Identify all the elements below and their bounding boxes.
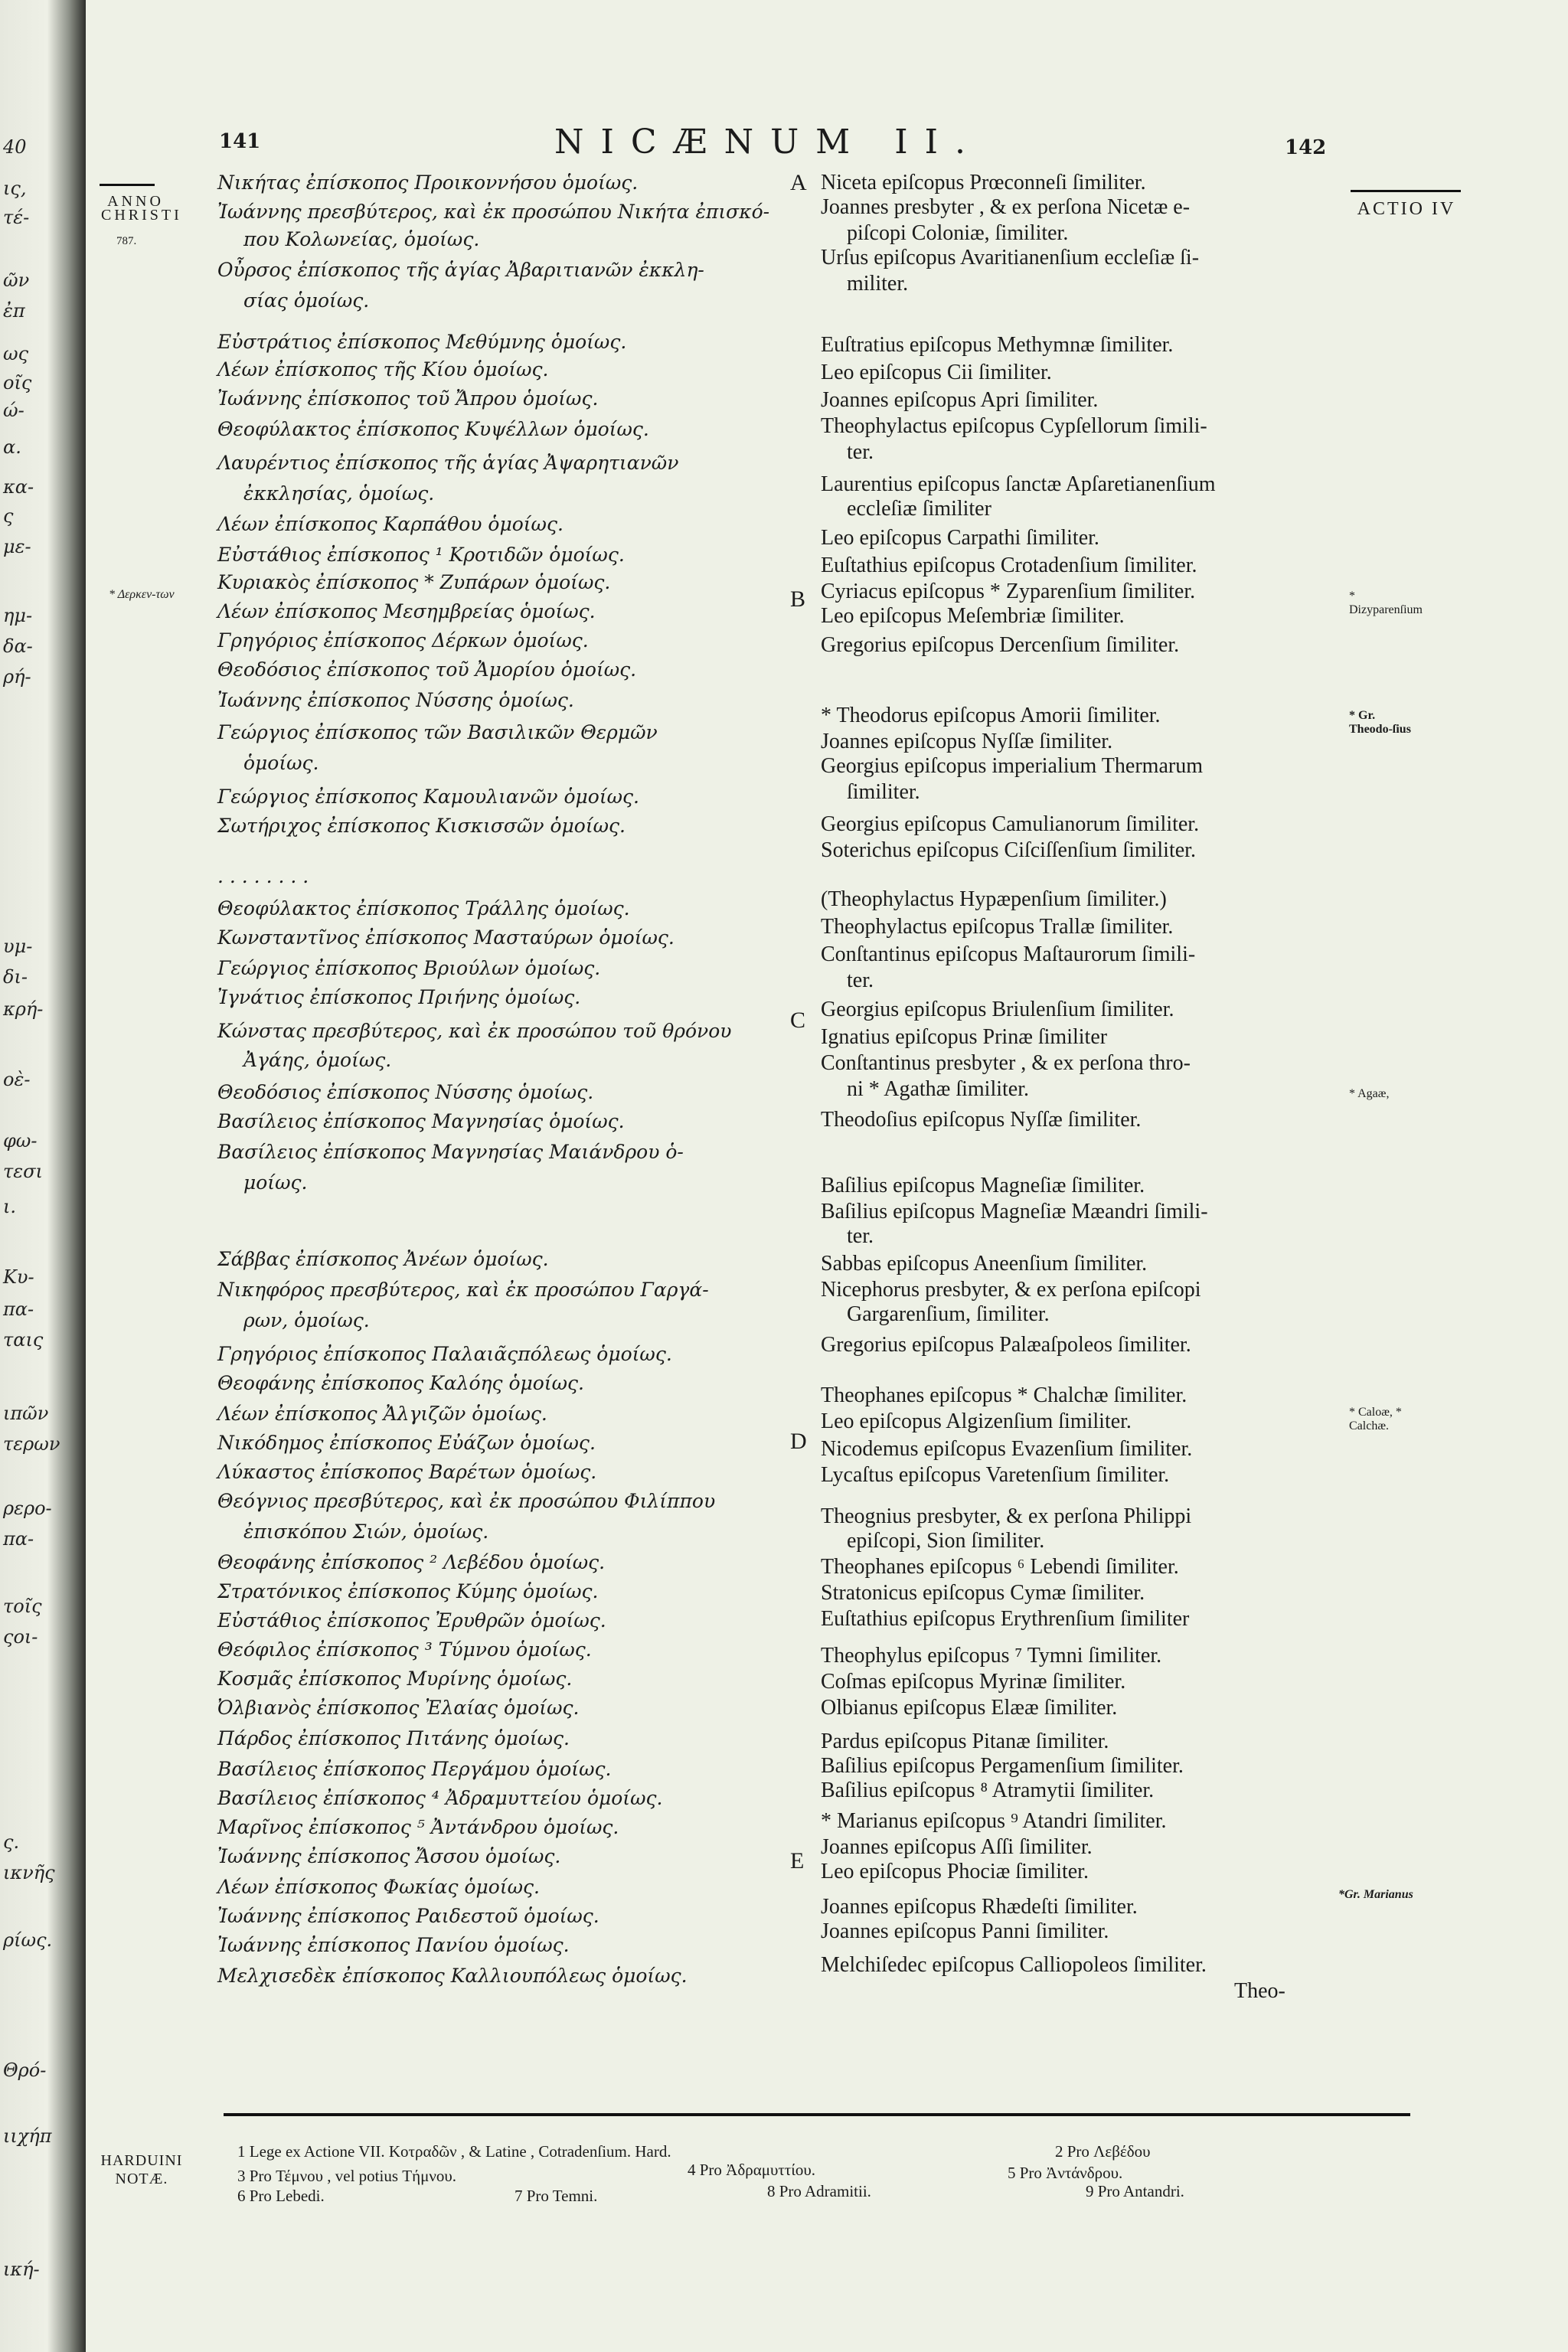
footnote-rule bbox=[224, 2113, 1410, 2116]
latin-line: Theophylactus epiſcopus Cypſellorum ſimili- bbox=[821, 414, 1207, 438]
latin-line: Sabbas epiſcopus Aneenſium ſimiliter. bbox=[821, 1252, 1148, 1276]
greek-line: Λέων ἐπίσκοπος τῆς Κίου ὁμοίως. bbox=[217, 358, 549, 381]
latin-line: Georgius epiſcopus Camulianorum ſimiliter. bbox=[821, 812, 1200, 836]
greek-line: Εὐστάθιος ἐπίσκοπος Ἐρυθρῶν ὁμοίως. bbox=[217, 1609, 606, 1632]
gutter-text: πα- bbox=[3, 1298, 34, 1320]
latin-line: Melchiſedec epiſcopus Calliopoleos ſimiliter. bbox=[821, 1953, 1207, 1977]
latin-line: Joannes presbyter , & ex perſona Nicetæ e- bbox=[821, 195, 1191, 219]
greek-line: που Κολωνείας, ὁμοίως. bbox=[243, 228, 480, 250]
gutter-text: ική- bbox=[3, 2259, 40, 2280]
section-letter: D bbox=[790, 1429, 807, 1454]
greek-line: Ἰωάννης ἐπίσκοπος τοῦ Ἄπρου ὁμοίως. bbox=[217, 387, 599, 410]
greek-line: Σάββας ἐπίσκοπος Ἀνέων ὁμοίως. bbox=[217, 1248, 549, 1270]
latin-line: ni * Agathæ ſimiliter. bbox=[847, 1077, 1029, 1101]
latin-line: Joannes epiſcopus Rhædeſti ſimiliter. bbox=[821, 1895, 1138, 1919]
latin-line: * Marianus epiſcopus ⁹ Atandri ſimiliter. bbox=[821, 1809, 1167, 1833]
greek-line: Νικόδημος ἐπίσκοπος Εὐάζων ὁμοίως. bbox=[217, 1432, 596, 1454]
margin-note: *Gr. Marianus bbox=[1338, 1888, 1413, 1901]
latin-line: Euſtathius epiſcopus Crotadenſium ſimiliter. bbox=[821, 554, 1197, 577]
greek-line: Ἰωάννης ἐπίσκοπος Νύσσης ὁμοίως. bbox=[217, 689, 574, 711]
greek-line: Θεοφάνης ἐπίσκοπος Καλόης ὁμοίως. bbox=[217, 1372, 584, 1394]
gutter-text: ἐπ bbox=[3, 300, 25, 322]
gutter-text: ως bbox=[3, 343, 29, 364]
greek-line: μοίως. bbox=[243, 1171, 308, 1194]
greek-line: Βασίλειος ἐπίσκοπος Μαγνησίας ὁμοίως. bbox=[217, 1110, 625, 1132]
margin-note: * Caloæ, * Calchæ. bbox=[1349, 1406, 1402, 1432]
greek-line: Γεώργιος ἐπίσκοπος Καμουλιανῶν ὁμοίως. bbox=[217, 786, 639, 808]
greek-line: Γεώργιος ἐπίσκοπος Βριούλων ὁμοίως. bbox=[217, 957, 601, 979]
section-letter: E bbox=[790, 1848, 805, 1873]
footnote: 4 Pro Ἀδραμυττίου. bbox=[688, 2161, 816, 2179]
latin-line: Gregorius epiſcopus Palæaſpoleos ſimiliter. bbox=[821, 1333, 1191, 1357]
greek-line: Θεοδόσιος ἐπίσκοπος Νύσσης ὁμοίως. bbox=[217, 1081, 594, 1103]
latin-line: Conſtantinus epiſcopus Maſtaurorum ſimili- bbox=[821, 942, 1196, 966]
latin-line: Conſtantinus presbyter , & ex perſona thro- bbox=[821, 1051, 1191, 1075]
gutter-text: ιπῶν bbox=[3, 1403, 49, 1424]
footnote: 2 Pro Λεβέδου bbox=[1055, 2142, 1151, 2161]
greek-line: Θεόφιλος ἐπίσκοπος ³ Τύμνου ὁμοίως. bbox=[217, 1638, 592, 1661]
latin-line: Leo epiſcopus Phociæ ſimiliter. bbox=[821, 1860, 1089, 1883]
latin-line: Theophylactus epiſcopus Trallæ ſimiliter. bbox=[821, 915, 1174, 939]
gutter-text: δα- bbox=[3, 635, 33, 657]
greek-line: Γρηγόριος ἐπίσκοπος Παλαιᾶςπόλεως ὁμοίως. bbox=[217, 1343, 672, 1365]
greek-line: ἐκκλησίας, ὁμοίως. bbox=[243, 482, 435, 505]
greek-line: Λέων ἐπίσκοπος Φωκίας ὁμοίως. bbox=[217, 1876, 540, 1898]
latin-line: Joannes epiſcopus Apri ſimiliter. bbox=[821, 388, 1099, 412]
greek-line: Λέων ἐπίσκοπος Καρπάθου ὁμοίως. bbox=[217, 513, 564, 535]
anno-christi-note: ANNO CHRISTI bbox=[101, 193, 182, 224]
latin-line: Cyriacus epiſcopus * Zyparenſium ſimiliter. bbox=[821, 580, 1196, 603]
greek-line: Ἰωάννης ἐπίσκοπος Ραιδεστοῦ ὁμοίως. bbox=[217, 1905, 599, 1927]
greek-line: Κυριακὸς ἐπίσκοπος * Ζυπάρων ὁμοίως. bbox=[217, 571, 611, 593]
greek-line: ὁμοίως. bbox=[243, 752, 319, 774]
gutter-text: ώ- bbox=[3, 400, 24, 421]
greek-line: Ἰωάννης ἐπίσκοπος Ἄσσου ὁμοίως. bbox=[217, 1845, 561, 1867]
gutter-text: ςοι- bbox=[3, 1626, 38, 1648]
greek-line: Νικήτας ἐπίσκοπος Προικοννήσου ὁμοίως. bbox=[217, 172, 639, 194]
latin-line: piſcopi Coloniæ, ſimiliter. bbox=[847, 221, 1069, 245]
greek-line: Θεοφάνης ἐπίσκοπος ² Λεβέδου ὁμοίως. bbox=[217, 1551, 606, 1573]
gutter-text: Κυ- bbox=[3, 1266, 34, 1288]
latin-line: Leo epiſcopus Meſembriæ ſimiliter. bbox=[821, 604, 1125, 628]
greek-line: Κωνσταντῖνος ἐπίσκοπος Μασταύρων ὁμοίως. bbox=[217, 926, 675, 949]
latin-line: Georgius epiſcopus imperialium Thermarum bbox=[821, 754, 1203, 778]
greek-line: Ἰωάννης πρεσβύτερος, καὶ ἐκ προσώπου Νικήτα ἐπισκό- bbox=[217, 201, 770, 223]
latin-line: Baſilius epiſcopus Magneſiæ Mæandri ſimili- bbox=[821, 1200, 1208, 1223]
margin-rule-right bbox=[1351, 190, 1461, 192]
greek-line: Θεοδόσιος ἐπίσκοπος τοῦ Ἀμορίου ὁμοίως. bbox=[217, 658, 637, 681]
latin-line: Lycaſtus epiſcopus Varetenſium ſimiliter. bbox=[821, 1463, 1170, 1487]
gutter-text: ημ- bbox=[3, 605, 33, 626]
book-page bbox=[86, 0, 1568, 2352]
latin-line: ter. bbox=[847, 969, 874, 992]
section-letter: B bbox=[790, 586, 806, 612]
latin-line: Nicephorus presbyter, & ex perſona epiſcopi bbox=[821, 1278, 1201, 1302]
latin-line: Georgius epiſcopus Briulenſium ſimiliter. bbox=[821, 998, 1174, 1021]
latin-line: * Theodorus epiſcopus Amorii ſimiliter. bbox=[821, 704, 1161, 727]
gutter-text: τοῖς bbox=[3, 1596, 42, 1617]
latin-line: ſimiliter. bbox=[847, 780, 920, 804]
greek-line: Πάρδος ἐπίσκοπος Πιτάνης ὁμοίως. bbox=[217, 1727, 570, 1749]
greek-line: Βασίλειος ἐπίσκοπος Περγάμου ὁμοίως. bbox=[217, 1758, 612, 1780]
latin-line: Baſilius epiſcopus Magneſiæ ſimiliter. bbox=[821, 1174, 1145, 1197]
greek-line: Θεοφύλακτος ἐπίσκοπος Τράλλης ὁμοίως. bbox=[217, 897, 630, 920]
gutter-text: δι- bbox=[3, 966, 28, 988]
gutter-text: ικνῆς bbox=[3, 1862, 55, 1883]
gutter-text: α. bbox=[3, 436, 21, 458]
gutter-text: ς bbox=[3, 505, 14, 527]
latin-line: Nicodemus epiſcopus Evazenſium ſimiliter. bbox=[821, 1437, 1193, 1461]
latin-line: Gregorius epiſcopus Dercenſium ſimiliter. bbox=[821, 633, 1180, 657]
greek-line: Ὀλβιανὸς ἐπίσκοπος Ἐλαίας ὁμοίως. bbox=[217, 1697, 580, 1719]
latin-line: Stratonicus epiſcopus Cymæ ſimiliter. bbox=[821, 1581, 1145, 1605]
greek-line: Θεοφύλακτος ἐπίσκοπος Κυψέλλων ὁμοίως. bbox=[217, 418, 649, 440]
latin-line: Theophanes epiſcopus ⁶ Lebendi ſimiliter. bbox=[821, 1555, 1179, 1579]
latin-line: Soterichus epiſcopus Ciſciſſenſium ſimiliter. bbox=[821, 838, 1196, 862]
latin-line: Leo epiſcopus Cii ſimiliter. bbox=[821, 361, 1052, 384]
latin-line: Pardus epiſcopus Pitanæ ſimiliter. bbox=[821, 1730, 1109, 1753]
latin-line: ter. bbox=[847, 440, 874, 464]
margin-note: * Gr. Theodo-ſius bbox=[1349, 709, 1411, 736]
footnote: 6 Pro Lebedi. bbox=[237, 2187, 325, 2205]
gutter-text: με- bbox=[3, 536, 31, 557]
latin-line: Olbianus epiſcopus Elææ ſimiliter. bbox=[821, 1696, 1118, 1720]
latin-line: Theodoſius epiſcopus Nyſſæ ſimiliter. bbox=[821, 1108, 1142, 1132]
greek-line: Μελχισεδὲκ ἐπίσκοπος Καλλιουπόλεως ὁμοίως. bbox=[217, 1965, 688, 1987]
latin-line: (Theophylactus Hypæpenſium ſimiliter.) bbox=[821, 887, 1167, 911]
gutter-text: πα- bbox=[3, 1528, 34, 1550]
gutter-text: ι. bbox=[3, 1196, 17, 1217]
greek-line: Κοσμᾶς ἐπίσκοπος Μυρίνης ὁμοίως. bbox=[217, 1668, 573, 1690]
latin-line: Coſmas epiſcopus Myrinæ ſimiliter. bbox=[821, 1670, 1126, 1694]
left-page-number: 141 bbox=[219, 130, 261, 153]
year-note: 787. bbox=[116, 235, 137, 247]
gutter-text: φω- bbox=[3, 1130, 38, 1152]
latin-line: Gargarenſium, ſimiliter. bbox=[847, 1302, 1050, 1326]
gutter-text: τέ- bbox=[3, 207, 30, 228]
section-letter: C bbox=[790, 1008, 806, 1033]
greek-line: Γεώργιος ἐπίσκοπος τῶν Βασιλικῶν Θερμῶν bbox=[217, 721, 658, 743]
footnote: 3 Pro Τέμνου , vel potius Τήμνου. bbox=[237, 2167, 456, 2185]
gutter-text: υμ- bbox=[3, 936, 33, 957]
greek-line: Βασίλειος ἐπίσκοπος Μαγνησίας Μαιάνδρου ὁ- bbox=[217, 1141, 684, 1163]
latin-line: Theophylus epiſcopus ⁷ Tymni ſimiliter. bbox=[821, 1644, 1162, 1668]
greek-line: Σωτήριχος ἐπίσκοπος Κισκισσῶν ὁμοίως. bbox=[217, 815, 626, 837]
latin-line: Theo- bbox=[1234, 1979, 1285, 2003]
greek-line: ἐπισκόπου Σιών, ὁμοίως. bbox=[243, 1521, 489, 1543]
margin-note-dercon: * Δερκεν-των bbox=[109, 588, 175, 601]
greek-line: Λαυρέντιος ἐπίσκοπος τῆς ἁγίας Ἀψαρητιανῶν bbox=[217, 452, 679, 474]
greek-line: . . . . . . . . bbox=[217, 865, 309, 887]
greek-line: Λέων ἐπίσκοπος Ἀλγιζῶν ὁμοίως. bbox=[217, 1403, 547, 1425]
latin-line: militer. bbox=[847, 272, 909, 296]
latin-line: Joannes epiſcopus Panni ſimiliter. bbox=[821, 1919, 1109, 1943]
margin-note: * Dizyparenſium bbox=[1349, 590, 1423, 616]
greek-line: Μαρῖνος ἐπίσκοπος ⁵ Ἀντάνδρου ὁμοίως. bbox=[217, 1816, 619, 1838]
running-title: NICÆNUM II. bbox=[554, 122, 982, 162]
latin-line: epiſcopi, Sion ſimiliter. bbox=[847, 1529, 1045, 1553]
gutter-text: οῖς bbox=[3, 372, 32, 394]
greek-line: Λέων ἐπίσκοπος Μεσημβρείας ὁμοίως. bbox=[217, 600, 596, 622]
gutter-text: ταις bbox=[3, 1329, 44, 1351]
greek-line: Οὖρσος ἐπίσκοπος τῆς ἁγίας Ἀβαριτιανῶν ἐκκλη- bbox=[217, 259, 704, 281]
greek-line: Ἰγνάτιος ἐπίσκοπος Πριήνης ὁμοίως. bbox=[217, 986, 581, 1008]
greek-line: ρων, ὁμοίως. bbox=[243, 1309, 370, 1331]
latin-line: Euſtratius epiſcopus Methymnæ ſimiliter. bbox=[821, 333, 1174, 357]
footnote: 9 Pro Antandri. bbox=[1086, 2182, 1184, 2200]
gutter-text: Θρό- bbox=[3, 2060, 47, 2081]
latin-line: Theognius presbyter, & ex perſona Philippi bbox=[821, 1504, 1192, 1528]
latin-line: Baſilius epiſcopus ⁸ Atramytii ſimiliter. bbox=[821, 1779, 1155, 1802]
greek-line: Λύκαστος ἐπίσκοπος Βαρέτων ὁμοίως. bbox=[217, 1461, 597, 1483]
actio-heading: ACTIO IV bbox=[1357, 199, 1456, 219]
latin-line: Leo epiſcopus Algizenſium ſimiliter. bbox=[821, 1410, 1132, 1433]
gutter-text: οὲ- bbox=[3, 1069, 31, 1090]
gutter-text: ῶν bbox=[3, 270, 30, 291]
gutter-text: κρή- bbox=[3, 998, 44, 1020]
latin-line: eccleſiæ ſimiliter bbox=[847, 497, 991, 521]
greek-line: σίας ὁμοίως. bbox=[243, 289, 370, 312]
footnote: 8 Pro Adramitii. bbox=[767, 2182, 871, 2200]
greek-line: Εὐστάθιος ἐπίσκοπος ¹ Κροτιδῶν ὁμοίως. bbox=[217, 544, 625, 566]
margin-rule-left bbox=[100, 184, 155, 186]
footnotes-label: HARDUINI NOTÆ. bbox=[100, 2152, 183, 2187]
greek-line: Στρατόνικος ἐπίσκοπος Κύμης ὁμοίως. bbox=[217, 1580, 599, 1602]
latin-line: Baſilius epiſcopus Pergamenſium ſimiliter. bbox=[821, 1754, 1184, 1778]
gutter-text: ρίως. bbox=[3, 1929, 53, 1951]
section-letter: A bbox=[790, 170, 807, 195]
latin-line: Joannes epiſcopus Aſſi ſimiliter. bbox=[821, 1835, 1093, 1859]
latin-line: Joannes epiſcopus Nyſſæ ſimiliter. bbox=[821, 730, 1113, 753]
latin-line: Niceta epiſcopus Prœconneſi ſimiliter. bbox=[821, 171, 1146, 194]
greek-line: Εὐστράτιος ἐπίσκοπος Μεθύμνης ὁμοίως. bbox=[217, 331, 627, 353]
gutter-text: ρή- bbox=[3, 666, 31, 688]
footnote: 5 Pro Ἀντάνδρου. bbox=[1008, 2164, 1123, 2182]
greek-line: Ἀγάης, ὁμοίως. bbox=[243, 1049, 392, 1071]
greek-line: Ἰωάννης ἐπίσκοπος Πανίου ὁμοίως. bbox=[217, 1934, 570, 1956]
gutter-text: ιιχήπ bbox=[3, 2125, 52, 2147]
gutter-text: ρερο- bbox=[3, 1498, 52, 1519]
gutter-text: ς. bbox=[3, 1831, 20, 1853]
gutter-text: κα- bbox=[3, 476, 34, 498]
gutter-text: τερων bbox=[3, 1433, 60, 1455]
right-page-number: 142 bbox=[1285, 136, 1327, 159]
greek-line: Γρηγόριος ἐπίσκοπος Δέρκων ὁμοίως. bbox=[217, 629, 589, 652]
gutter-text: 40 bbox=[3, 136, 27, 158]
latin-line: Ignatius epiſcopus Prinæ ſimiliter bbox=[821, 1025, 1108, 1049]
greek-line: Κώνστας πρεσβύτερος, καὶ ἐκ προσώπου τοῦ θρόνου bbox=[217, 1020, 732, 1042]
footnote: 1 Lege ex Actione VII. Κοτραδῶν , & Latine , Cotradenſium. Hard. bbox=[237, 2142, 671, 2161]
gutter-text: τεσι bbox=[3, 1161, 43, 1182]
gutter-text: ις, bbox=[3, 178, 27, 199]
latin-line: Laurentius epiſcopus ſanctæ Apſaretianenſium bbox=[821, 472, 1216, 496]
greek-line: Θεόγνιος πρεσβύτερος, καὶ ἐκ προσώπου Φιλίππου bbox=[217, 1490, 716, 1512]
footnote: 7 Pro Temni. bbox=[514, 2187, 598, 2205]
margin-note: * Agaæ, bbox=[1349, 1087, 1390, 1100]
latin-line: Euſtathius epiſcopus Erythrenſium ſimiliter bbox=[821, 1607, 1190, 1631]
latin-line: Leo epiſcopus Carpathi ſimiliter. bbox=[821, 526, 1099, 550]
latin-line: Theophanes epiſcopus * Chalchæ ſimiliter. bbox=[821, 1383, 1187, 1407]
latin-line: ter. bbox=[847, 1224, 874, 1248]
latin-line: Urſus epiſcopus Avaritianenſium eccleſiæ ſi- bbox=[821, 246, 1200, 270]
greek-line: Βασίλειος ἐπίσκοπος ⁴ Ἀδραμυττείου ὁμοίως. bbox=[217, 1787, 663, 1809]
greek-line: Νικηφόρος πρεσβύτερος, καὶ ἐκ προσώπου Γαργά- bbox=[217, 1279, 709, 1301]
